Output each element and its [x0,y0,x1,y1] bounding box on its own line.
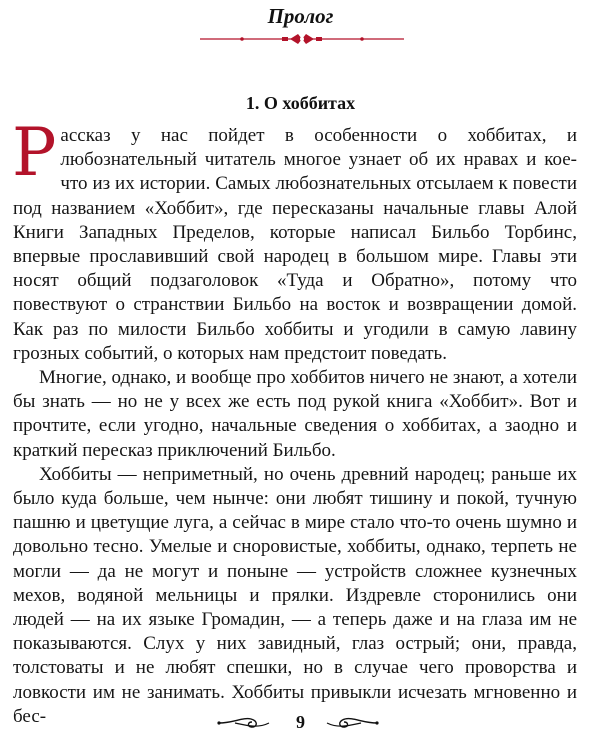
paragraph: Многие, однако, и вообще про хоббитов ничего не знают, а хотели бы знать — но не у всех же есть под рукой книга «Хоббит». Вот и прочтите, если угодно, начальные сведения о хоббитах, а заодно и краткий пересказ приключений Бильбо. [13,367,577,461]
paragraph-text: ассказ у нас пойдет в особенности о хоббитах, и любознательный читатель многое узнает об их нравах и кое-что из их истории. Самых любознательных отсылаем к повести под названием «Хоббит», где пересказаны начальные главы Алой Книги Западных Пределов, которые написал Бильбо Торбинс, впервые прославивший свой народец в большом мире. Главы эти носят общий подзаголовок «Туда и Обратно», потому что повествуют о странствии Бильбо на восток и возвращении домой. Как раз по милости Бильбо хоббиты и угодили в самую лавину грозных событий, о которых нам предстоит поведать. [13,125,577,364]
drop-cap: Р [12,114,57,191]
page-number: 9 [296,712,305,732]
body-text [12,114,577,729]
header-ornament [198,31,406,47]
page-header-title: Пролог [267,4,334,28]
footer-ornament-right [323,714,381,732]
paragraph [12,114,577,366]
chapter-title: 1. О хоббитах [245,93,356,113]
paragraph: Хоббиты — неприметный, но очень древний народец; раньше их было куда больше, чем нынче: они любят тишину и покой, тучную пашню и цветущие луга, а сейчас в мире стало что-то очень шумно и довольно тесно. Умелые и сноровистые, хоббиты, однако, терпеть не могли — да не могут и поныне — устройств сложнее кузнечных мехов, водяной мельницы и прялки. Издревле сторонились они людей — на их языке Громадин, — а теперь даже и на глаза им не показываются. Слух у них завидный, глаз острый; они, правда, толстоваты и не любят спешки, но в случае чего проворства и ловкости им не занимать. Хоббиты привыкли исчезать мгновенно и бес- [13,463,577,727]
